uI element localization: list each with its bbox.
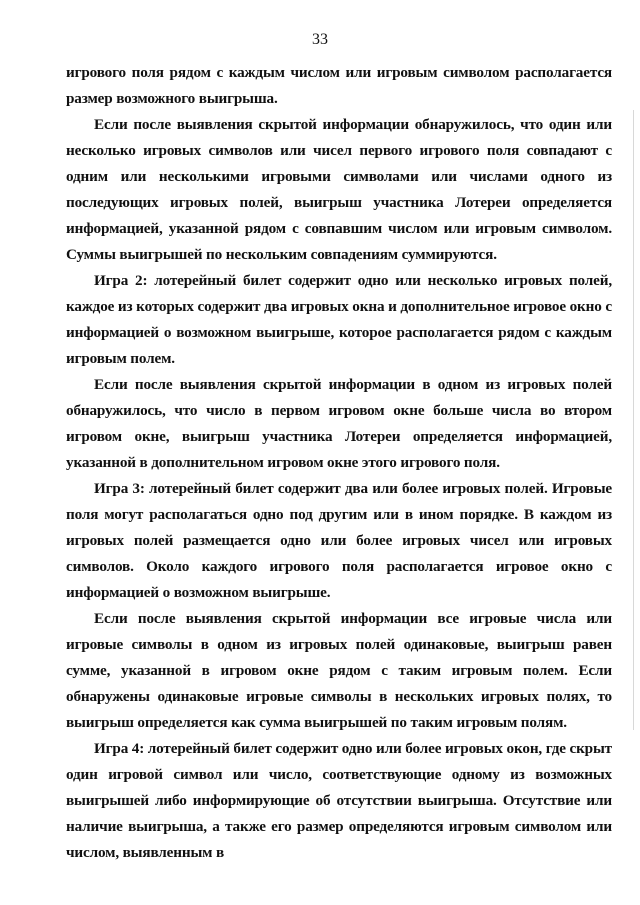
paragraph-game1-result: Если после выявления скрытой информации обнаружилось, что один или несколько игровых символов или чисел первого игрового поля совпадают с одним или несколькими игровыми символами или числами одного из последующих игровых полей, выигрыш участника Лотереи определяется информацией, указанной рядом с совпавшим числом или игровым символом. Суммы выигрышей по нескольким совпадениям суммируются. [66,116,612,263]
page-number: 33 [312,31,328,48]
paragraph-game3-result: Если после выявления скрытой информации все игровые числа или игровые символы в одном из игровых полей одинаковые, выигрыш равен сумме, указанной в игровом окне рядом с таким игровым полем. Если обнаружены одинаковые игровые символы в нескольких игровых полях, то выигрыш определяется как сумма выигрышей по таким игровым полям. [66,610,612,731]
paragraph-game4-description: Игра 4: лотерейный билет содержит одно или более игровых окон, где скрыт один игровой символ или число, соответствующие одному из возможных выигрышей либо информирующие об отсутствии выигрыша. Отсутствие или наличие выигрыша, а также его размер определяются игровым символом или числом, выявленным в [66,740,612,861]
paragraph-continuation: игрового поля рядом с каждым числом или игровым символом располагается размер возможного выигрыша. [66,64,612,107]
paragraph-game2-result: Если после выявления скрытой информации в одном из игровых полей обнаружилось, что число в первом игровом окне больше числа во втором игровом окне, выигрыш участника Лотереи определяется информацией, указанной в дополнительном игровом окне этого игрового поля. [66,376,612,471]
scan-edge-line [633,110,634,730]
paragraph-game3-description: Игра 3: лотерейный билет содержит два или более игровых полей. Игровые поля могут располагаться одно под другим или в ином порядке. В каждом из игровых полей размещается одно или более игровых чисел или игровых символов. Около каждого игрового поля располагается игровое окно с информацией о возможном выигрыше. [66,480,612,601]
paragraph-game2-description: Игра 2: лотерейный билет содержит одно или несколько игровых полей, каждое из которых содержит два игровых окна и дополнительное игровое окно с информацией о возможном выигрыше, которое располагается рядом с каждым игровым полем. [66,272,612,367]
body-text [66,60,612,866]
